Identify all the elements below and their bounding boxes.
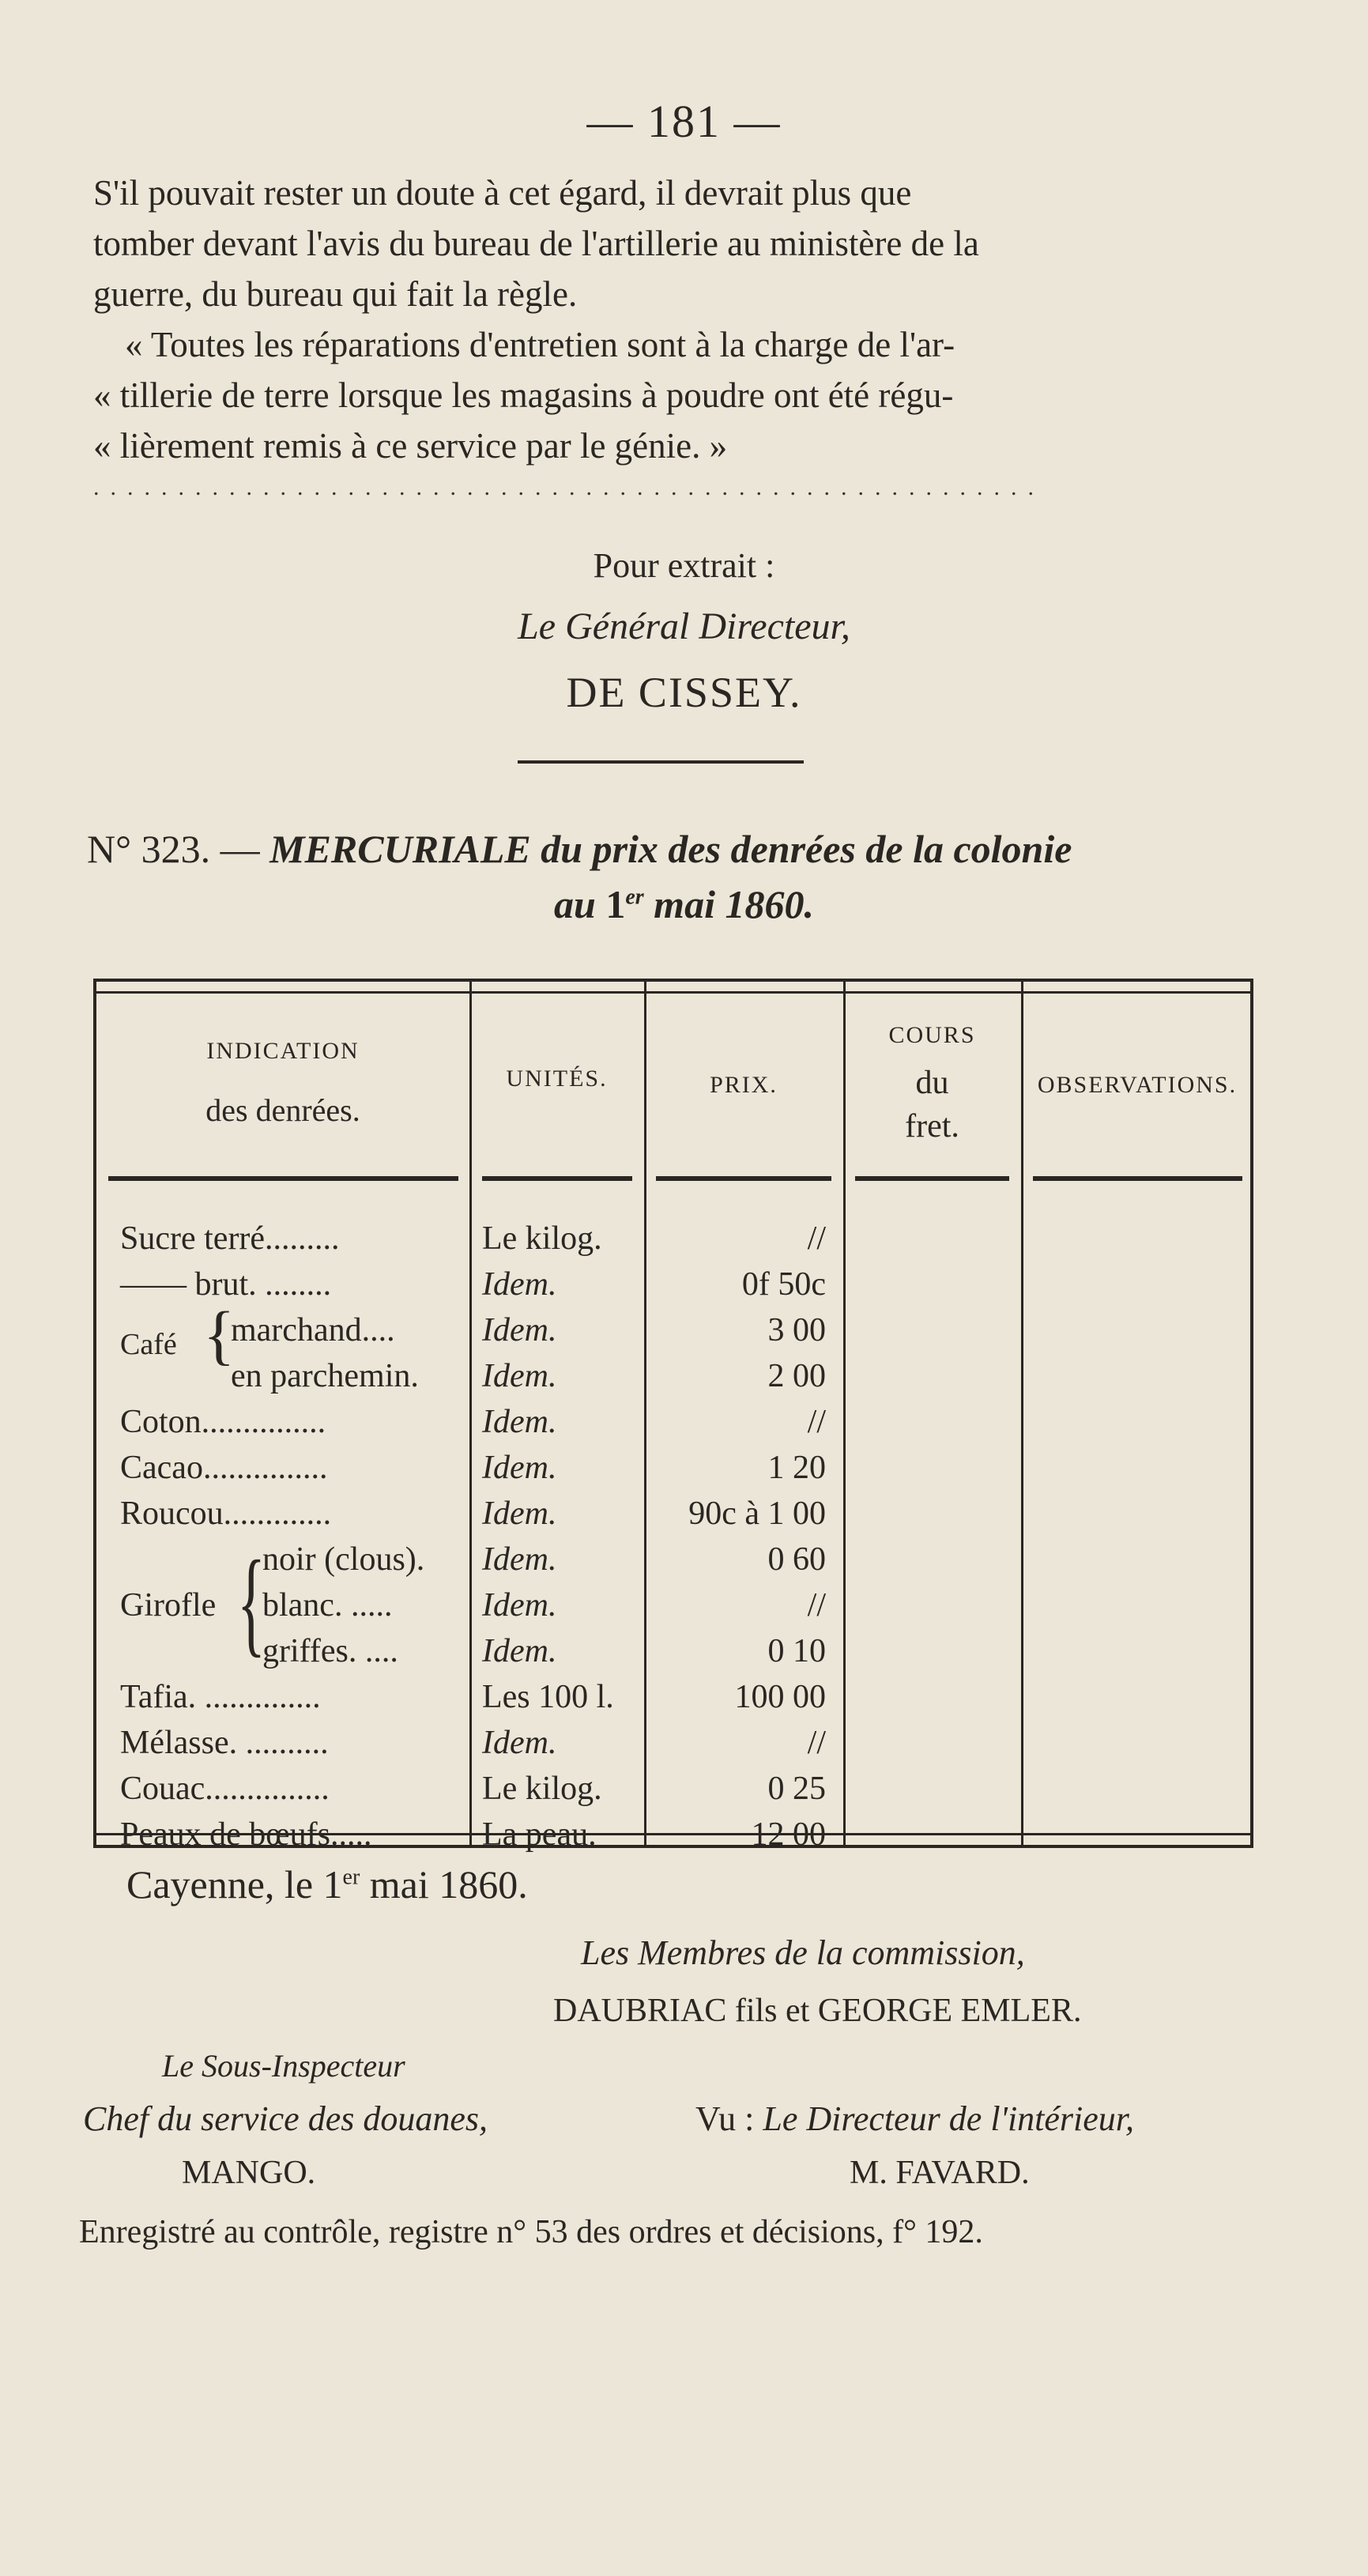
vu-line: Vu : Le Directeur de l'intérieur, — [695, 2099, 1135, 2138]
chef-douanes: Chef du service des douanes, — [83, 2099, 488, 2138]
dotted-separator: ........................................................ — [93, 474, 1045, 500]
row-name: Peaux de bœufs..... — [120, 1816, 372, 1853]
row-unit: Idem. — [482, 1312, 557, 1348]
row-price: // — [807, 1220, 826, 1257]
row-price: 3 00 — [767, 1312, 826, 1348]
brace: { — [203, 1299, 236, 1372]
signatory-name: DE CISSEY. — [566, 669, 802, 716]
extract-title: Le Général Directeur, — [518, 605, 850, 647]
header-fret: fret. — [905, 1108, 959, 1145]
header-rule — [1033, 1176, 1242, 1181]
mercuriale-table — [93, 979, 1253, 1853]
registration-note: Enregistré au contrôle, registre n° 53 des ordres et décisions, f° 192. — [79, 2214, 983, 2250]
signature-favard: M. FAVARD. — [850, 2155, 1030, 2191]
row-name: en parchemin. — [231, 1358, 419, 1394]
header-du: du — [915, 1065, 949, 1101]
header-cours: COURS — [888, 1022, 976, 1048]
row-price: 90c à 1 00 — [688, 1495, 826, 1532]
row-unit: Idem. — [482, 1587, 557, 1624]
signature-mango: MANGO. — [182, 2155, 316, 2191]
row-price: 12 00 — [751, 1816, 826, 1853]
row-name: Cacao............... — [120, 1450, 328, 1486]
heading-number: N° 323. — — [87, 827, 260, 871]
commission-title: Les Membres de la commission, — [581, 1933, 1025, 1972]
row-unit: Idem. — [482, 1633, 557, 1669]
row-name: griffes. .... — [262, 1633, 398, 1669]
row-unit: Les 100 l. — [482, 1679, 614, 1715]
row-unit: Idem. — [482, 1725, 557, 1761]
extract-label: Pour extrait : — [593, 546, 775, 585]
col-divider — [1021, 982, 1023, 1845]
row-unit: Idem. — [482, 1404, 557, 1440]
row-name: Sucre terré......... — [120, 1220, 340, 1257]
section-heading — [87, 826, 1072, 872]
heading-title: MERCURIALE du prix des denrées de la colonie — [269, 827, 1072, 871]
row-price: 1 20 — [767, 1450, 826, 1486]
col-divider — [469, 982, 472, 1845]
row-price: // — [807, 1404, 826, 1440]
row-unit: Le kilog. — [482, 1220, 602, 1257]
quote-line: « Toutes les réparations d'entretien sont à la charge de l'ar- — [125, 325, 955, 364]
row-name: Tafia. .............. — [120, 1679, 321, 1715]
header-denrees: des denrées. — [205, 1092, 360, 1128]
header-rule — [855, 1176, 1009, 1181]
paragraph-line: S'il pouvait rester un doute à cet égard, il devrait plus que — [93, 173, 912, 213]
row-unit: Idem. — [482, 1495, 557, 1532]
header-rule — [656, 1176, 831, 1181]
row-name: Couac............... — [120, 1771, 330, 1807]
row-price: // — [807, 1725, 826, 1761]
table-top-rule — [93, 991, 1253, 994]
paragraph — [93, 168, 1279, 471]
row-price: 0 25 — [767, 1771, 826, 1807]
quote-line: « lièrement remis à ce service par le génie. » — [93, 426, 728, 466]
row-unit: Idem. — [482, 1450, 557, 1486]
header-rule — [482, 1176, 632, 1181]
page-number: — 181 — — [586, 96, 782, 147]
group-cafe: Café — [120, 1328, 177, 1361]
row-name: Coton............... — [120, 1404, 326, 1440]
header-unites: UNITÉS. — [506, 1065, 608, 1092]
header-rule — [108, 1176, 458, 1181]
row-price: 0f 50c — [741, 1266, 826, 1303]
row-price: // — [807, 1587, 826, 1624]
group-girofle: Girofle — [120, 1587, 217, 1624]
heading-date: au 1er mai 1860. — [554, 882, 814, 926]
row-price: 0 60 — [767, 1541, 826, 1578]
row-name: —— brut. ........ — [120, 1266, 332, 1303]
paragraph-line: guerre, du bureau qui fait la règle. — [93, 274, 578, 314]
place-date: Cayenne, le 1er mai 1860. — [126, 1862, 528, 1907]
row-unit: Idem. — [482, 1266, 557, 1303]
row-unit: Idem. — [482, 1541, 557, 1578]
row-name: Mélasse. .......... — [120, 1725, 329, 1761]
row-name: Roucou............. — [120, 1495, 332, 1532]
paragraph-line: tomber devant l'avis du bureau de l'artillerie au ministère de la — [93, 224, 979, 263]
row-unit: La peau. — [482, 1816, 597, 1853]
quote-line: « tillerie de terre lorsque les magasins à poudre ont été régu- — [93, 375, 954, 415]
row-unit: Idem. — [482, 1358, 557, 1394]
header-indication: INDICATION — [206, 1038, 360, 1064]
row-name: blanc. ..... — [262, 1587, 393, 1624]
sous-inspecteur: Le Sous-Inspecteur — [162, 2048, 405, 2084]
row-price: 100 00 — [734, 1679, 826, 1715]
header-observations: OBSERVATIONS. — [1037, 1072, 1238, 1098]
row-unit: Le kilog. — [482, 1771, 602, 1807]
row-price: 2 00 — [767, 1358, 826, 1394]
row-name: marchand.... — [231, 1312, 395, 1348]
row-price: 0 10 — [767, 1633, 826, 1669]
header-prix: PRIX. — [710, 1072, 778, 1098]
row-name: noir (clous). — [262, 1541, 425, 1578]
commission-names: DAUBRIAC fils et GEORGE EMLER. — [553, 1993, 1082, 2029]
brace: { — [237, 1537, 266, 1668]
separator-rule — [518, 760, 804, 764]
